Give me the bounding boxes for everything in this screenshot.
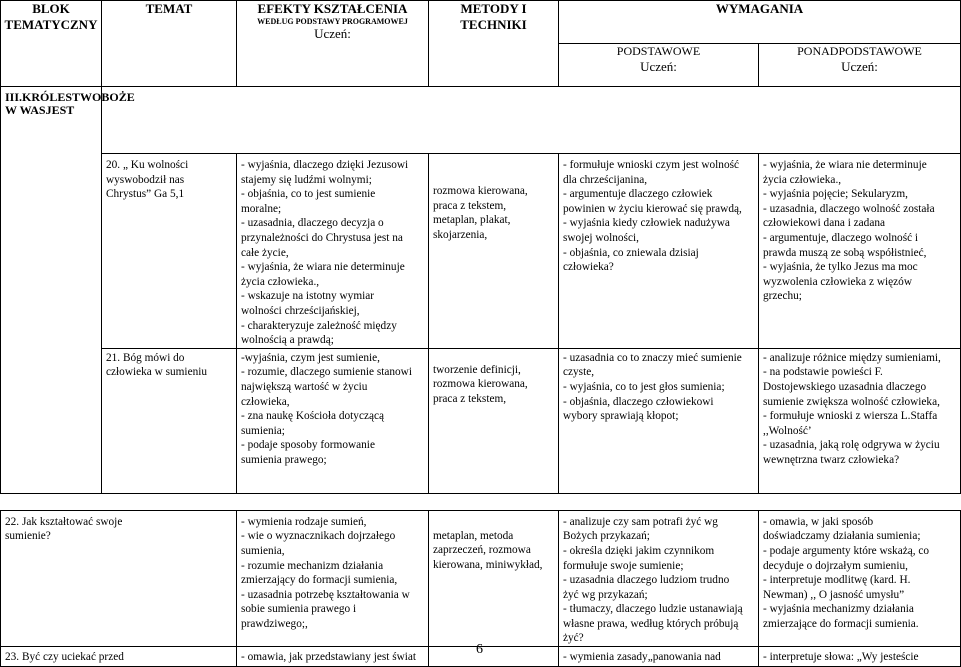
text-line: - uzasadnia, dlaczego wolność została	[763, 202, 935, 215]
text-line: własne prawa, według których próbują	[563, 617, 739, 630]
header-efekty-sub: WEDŁUG PODSTAWY PROGRAMOWEJ	[257, 17, 408, 26]
text-line: człowiekowi dana i zadana	[763, 217, 886, 230]
text-line: 21. Bóg mówi do	[106, 351, 185, 364]
text-line: - omawia, jak przedstawiany jest świat	[241, 651, 417, 664]
text-line: - wyjaśnia pojęcie; Sekularyzm,	[763, 188, 908, 201]
text-line: rozmowa kierowana,	[433, 378, 528, 391]
section-row	[1, 87, 961, 154]
header-ponad-uczen: Uczeń:	[841, 59, 878, 74]
table-row	[1, 154, 961, 349]
text-line: - wyjaśnia kiedy człowiek nadużywa	[563, 217, 730, 230]
efekty-cell	[237, 348, 429, 493]
topic-cell	[1, 510, 237, 646]
text-line: - objaśnia, dlaczego człowiekowi	[563, 395, 714, 408]
text-line: życia człowieka.,	[763, 173, 842, 186]
text-line: zmierzający do formacji sumienia,	[241, 574, 398, 587]
topic-cell	[102, 154, 237, 349]
text-line: - omawia, w jaki sposób	[763, 515, 874, 528]
header-podstawowe-uczen: Uczeń:	[640, 59, 677, 74]
header-efekty-uczen: Uczeń:	[314, 26, 351, 41]
text-line: grzechu;	[763, 290, 802, 303]
section-title-text	[1, 87, 135, 117]
text-line: -wyjaśnia, czym jest sumienie,	[241, 351, 380, 364]
text-line: największą wartość w życiu	[241, 380, 368, 393]
text-line: prawdziwego;,	[241, 617, 308, 630]
text-line: sumienia;	[241, 424, 285, 437]
ponadpodstawowe-cell	[759, 348, 961, 493]
text-line: metaplan, metoda	[433, 529, 514, 542]
topic-cell	[102, 348, 237, 493]
text-line: - wyjaśnia, dlaczego dzięki Jezusowi	[241, 159, 409, 171]
podstawowe-cell	[559, 348, 759, 493]
header-ponad	[759, 44, 961, 87]
text-line: sumienia prawego;	[241, 453, 327, 466]
text-line: moralne;	[241, 202, 282, 215]
text-line: Chrystus” Ga 5,1	[106, 188, 185, 201]
text-line: - wymienia rodzaje sumień,	[241, 515, 367, 528]
text-line: człowieka,	[241, 395, 290, 408]
text-line: kierowana, miniwykład,	[433, 558, 543, 571]
efekty-cell	[237, 154, 429, 349]
metody-cell	[429, 647, 559, 667]
text-line: 20. „ Ku wolności	[106, 159, 189, 171]
efekty-cell	[237, 647, 429, 667]
text-line: - objaśnia, co zniewala dzisiaj	[563, 246, 699, 259]
text-line: rozmowa kierowana,	[433, 185, 528, 197]
text-line: - na podstawie powieści F.	[763, 366, 883, 379]
ponadpodstawowe-cell	[759, 647, 961, 667]
text-line: - wyjaśnia mechanizmy działania	[763, 603, 914, 616]
text-line: życia człowieka.,	[241, 275, 320, 288]
section-spacer	[102, 87, 961, 154]
text-line: wybory sprawiają kłopot;	[563, 410, 679, 423]
text-line: powinien w życiu kierować się prawdą,	[563, 202, 742, 215]
text-line: wolności chrześcijańskiej,	[241, 304, 360, 317]
text-line: sumienie?	[5, 530, 51, 543]
text-line: wolnością a prawdą;	[241, 334, 334, 347]
text-line: tworzenie definicji,	[433, 363, 521, 376]
text-line: Newman) ,, O jasność umysłu”	[763, 588, 905, 601]
text-line: - argumentuje, dlaczego wolność i	[763, 231, 919, 244]
metody-cell	[429, 510, 559, 646]
text-line: - interpretuje słowa: „Wy jesteście	[763, 651, 919, 664]
text-line: prawda muszą ze sobą współistnieć,	[763, 246, 927, 259]
text-line: - formułuje wnioski czym jest wolność	[563, 159, 740, 171]
text-line: - interpretuje modlitwę (kard. H.	[763, 574, 911, 587]
text-line: decyduje o dojrzałym sumieniu,	[763, 559, 908, 572]
text-line: wyswobodził nas	[106, 173, 185, 186]
header-blok: BLOK TEMATYCZNY	[1, 1, 102, 87]
podstawowe-cell	[559, 510, 759, 646]
text-line: - wyjaśnia, co to jest głos sumienia;	[563, 380, 725, 393]
header-metody: METODY I TECHNIKI	[429, 1, 559, 87]
text-line: - wyjaśnia, że wiara nie determinuje	[763, 159, 927, 171]
text-line: sumienia,	[241, 544, 285, 557]
text-line: - wyjaśnia, że tylko Jezus ma moc	[763, 261, 918, 274]
text-line: skojarzenia,	[433, 228, 488, 241]
text-line: - analizuje różnice między sumieniami,	[763, 351, 941, 364]
text-line: przynależności do Chrystusa jest na	[241, 231, 403, 244]
header-wymagania: WYMAGANIA	[559, 1, 961, 44]
text-line: - wymienia zasady„panowania nad	[563, 651, 721, 664]
text-line: stajemy się ludźmi wolnymi;	[241, 173, 372, 186]
text-line: wyzwolenia człowieka z więzów	[763, 275, 912, 288]
text-line: 22. Jak kształtować swoje	[5, 515, 123, 528]
text-line: dla chrześcijanina,	[563, 173, 648, 186]
header-efekty-title: EFEKTY KSZTAŁCENIA	[257, 1, 408, 16]
text-line: - uzasadnia co to znaczy mieć sumienie	[563, 351, 742, 364]
gap-row	[1, 493, 961, 510]
text-line: ,,Wolność’	[763, 424, 812, 437]
text-line: - wie o wyznacznikach dojrzałego	[241, 530, 396, 543]
header-efekty	[237, 1, 429, 87]
text-line: - uzasadnia, dlaczego decyzja o	[241, 217, 384, 230]
text-line: swojej wolności,	[563, 231, 639, 244]
text-line: - uzasadnia potrzebę kształtowania w	[241, 588, 410, 601]
text-line: - objaśnia, co to jest sumienie	[241, 188, 376, 201]
efekty-cell	[237, 510, 429, 646]
text-line: doświadczamy działania sumienia;	[763, 530, 921, 543]
text-line: - analizuje czy sam potrafi żyć wg	[563, 515, 718, 528]
text-line: - wyjaśnia, że wiara nie determinuje	[241, 261, 405, 274]
text-line: - wskazuje na istotny wymiar	[241, 290, 375, 303]
text-line: - podaje argumenty które wskażą, co	[763, 544, 930, 557]
text-line: KRÓLESTWO	[22, 90, 102, 104]
metody-cell	[429, 154, 559, 349]
text-line: - podaje sposoby formowanie	[241, 439, 375, 452]
text-line: - charakteryzuje zależność między	[241, 319, 397, 332]
text-line: - określa dzięki jakim czynnikom	[563, 544, 715, 557]
text-line: BOŻE W WAS	[5, 90, 135, 117]
text-line: całe życie,	[241, 246, 289, 259]
text-line: czyste,	[563, 366, 595, 379]
text-line: - zna naukę Kościoła dotyczącą	[241, 410, 385, 423]
podstawowe-cell	[559, 154, 759, 349]
text-line: - rozumie mechanizm działania	[241, 559, 384, 572]
text-line: praca z tekstem,	[433, 199, 507, 212]
ponadpodstawowe-cell	[759, 510, 961, 646]
text-line: wewnętrzna twarz człowieka?	[763, 453, 900, 466]
text-line: - uzasadnia, jaką rolę odgrywa w życiu	[763, 439, 940, 452]
metody-cell	[429, 348, 559, 493]
text-line: sobie sumienia prawego i	[241, 603, 357, 616]
text-line: - uzasadnia dlaczego ludziom trudno	[563, 574, 730, 587]
section-title	[1, 87, 135, 494]
header-temat: TEMAT	[102, 1, 237, 87]
topic-cell	[1, 647, 237, 667]
header-podstawowe	[559, 44, 759, 87]
text-line: JEST	[45, 103, 75, 117]
gap-cell	[1, 493, 961, 510]
header-podstawowe-title: PODSTAWOWE	[616, 44, 701, 58]
podstawowe-cell	[559, 647, 759, 667]
text-line: sumienie zwiększa wolność człowieka,	[763, 395, 940, 408]
text-line: zmierzające do formacji sumienia.	[763, 617, 919, 630]
ponadpodstawowe-cell	[759, 154, 961, 349]
table-row	[1, 348, 961, 493]
header-ponad-title: PONADPODSTAWOWE	[797, 44, 922, 58]
text-line: zaprzeczeń, rozmowa	[433, 544, 531, 557]
text-line: III.	[5, 90, 23, 104]
text-line: praca z tekstem,	[433, 392, 507, 405]
text-line: metaplan, plakat,	[433, 214, 511, 227]
text-line: człowieka w sumieniu	[106, 366, 208, 379]
page-number: 6	[476, 642, 483, 657]
text-line: żyć wg przykazań;	[563, 588, 648, 601]
table-header-row	[1, 1, 961, 44]
text-line: - tłumaczy, dlaczego ludzie ustanawiają	[563, 603, 743, 616]
table-row	[1, 510, 961, 646]
text-line: formułuje swoje sumienie;	[563, 559, 684, 572]
text-line: żyć?	[563, 632, 584, 645]
text-line: Dostojewskiego uzasadnia dlaczego	[763, 380, 927, 393]
text-line: - rozumie, dlaczego sumienie stanowi	[241, 366, 412, 379]
text-line: - formułuje wnioski z wiersza L.Staffa	[763, 410, 938, 423]
text-line: Bożych przykazań;	[563, 530, 650, 543]
text-line: - argumentuje dlaczego człowiek	[563, 188, 713, 201]
text-line: 23. Być czy uciekać przed	[5, 651, 124, 664]
text-line: człowieka?	[563, 261, 614, 274]
